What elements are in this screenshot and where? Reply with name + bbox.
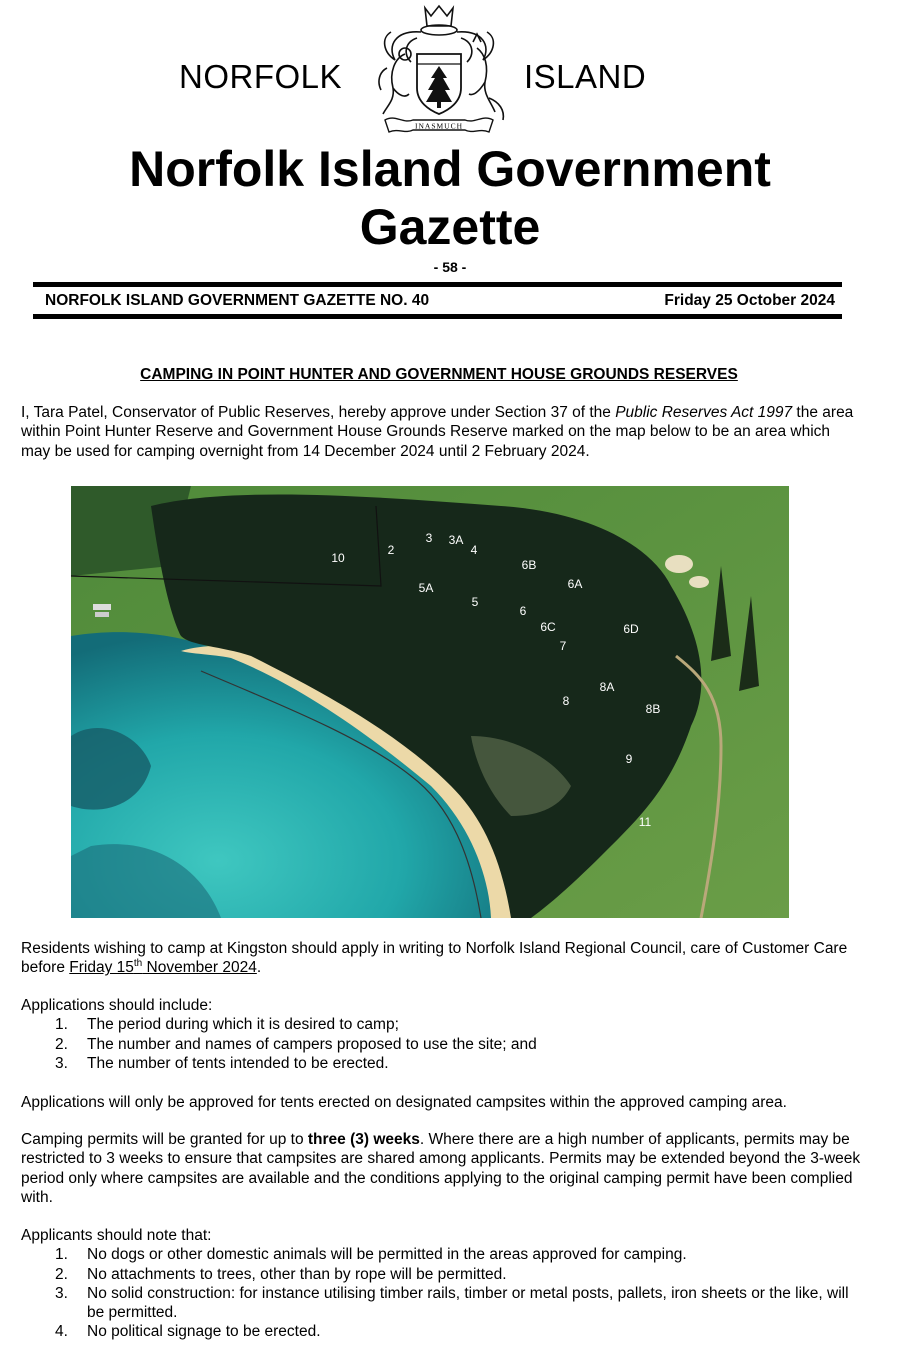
issue-number: NORFOLK ISLAND GOVERNMENT GAZETTE NO. 40 — [45, 292, 430, 309]
note-item-number: 1. — [55, 1246, 68, 1264]
campsite-map — [71, 486, 789, 918]
page-number: - 58 - — [433, 259, 467, 275]
include-section — [21, 996, 861, 1073]
note-item-text: No attachments to trees, other than by rope will be permitted. — [87, 1265, 507, 1283]
permits-paragraph — [21, 1130, 861, 1207]
campsite-label: 6 — [519, 604, 527, 618]
include-item-text: The period during which it is desired to camp; — [87, 1016, 399, 1034]
note-item — [21, 1265, 861, 1284]
note-list — [21, 1245, 861, 1341]
intro-text: I, Tara Patel, Conservator of Public Reserves, hereby approve under Section 37 of the — [21, 404, 616, 421]
include-item — [21, 1035, 861, 1054]
include-item-text: The number and names of campers proposed to use the site; and — [87, 1035, 537, 1053]
apply-paragraph: Residents wishing to camp at Kingston should apply in writing to Norfolk Island Regional Council, care of Customer Care before Friday 15th November 2024. — [21, 940, 848, 977]
note-item-text: No political signage to be erected. — [87, 1323, 321, 1341]
apply-text: Residents wishing to camp at Kingston should apply in writing to Norfolk Island Regional Council, care of Customer Care before — [21, 940, 848, 977]
title-line-1: Norfolk Island Government — [129, 141, 771, 197]
campsite-label: 5A — [418, 581, 434, 595]
note-item — [21, 1284, 861, 1323]
include-intro: Applications should include: — [21, 997, 213, 1014]
apply-deadline: Friday 15th November 2024 — [69, 958, 257, 977]
golf-bunker — [665, 555, 693, 573]
campsite-label: 11 — [638, 815, 652, 829]
include-item-number: 2. — [55, 1035, 68, 1053]
campsite-label: 3 — [425, 531, 433, 545]
campsite-label: 6C — [540, 620, 556, 634]
approved-paragraph: Applications will only be approved for tents erected on designated campsites within the approved camping area. — [21, 1094, 787, 1111]
motto-text: INASMUCH — [414, 121, 464, 131]
note-item-text: No dogs or other domestic animals will be permitted in the areas approved for camping. — [87, 1246, 687, 1264]
campsite-label: 8A — [599, 680, 615, 694]
note-item-number: 2. — [55, 1265, 68, 1283]
campsite-label: 3A — [448, 533, 464, 547]
permits-text: Camping permits will be granted for up to — [21, 1131, 308, 1148]
note-item — [21, 1245, 861, 1264]
campsite-label: 6D — [623, 622, 639, 636]
masthead-island: ISLAND — [524, 58, 647, 95]
issue-line — [45, 292, 835, 310]
campsite-label: 9 — [625, 752, 633, 766]
masthead-norfolk: NORFOLK — [179, 58, 343, 95]
gazette-title — [0, 140, 900, 256]
issue-date: Friday 25 October 2024 — [664, 292, 835, 309]
top-rule — [33, 282, 842, 287]
bottom-rule — [33, 314, 842, 319]
campsite-label: 7 — [559, 639, 567, 653]
campsite-label: 6B — [521, 558, 537, 572]
note-item-number: 3. — [55, 1284, 68, 1302]
permits-text-rest: . Where there are a high number of applicants, permits may be restricted to 3 weeks to ensure that campsites are shared among applicants. Permits may be extended beyond the 3-week period only where campsites are available and the conditions applying to the original camping permit have been complied with. — [21, 1131, 861, 1206]
include-item-text: The number of tents intended to be erected. — [87, 1054, 389, 1072]
intro-text-rest: the area within Point Hunter Reserve and Government House Grounds Reserve marked on the map below to be an area which may be used for camping overnight from 14 December 2024 until 2 February 2024. — [21, 404, 854, 460]
permit-duration: three (3) weeks — [307, 1131, 420, 1148]
coat-of-arms-icon — [365, 2, 513, 136]
campsite-label: 5 — [471, 595, 479, 609]
include-item — [21, 1054, 861, 1073]
act-name: Public Reserves Act 1997 — [615, 404, 793, 421]
note-intro: Applicants should note that: — [21, 1227, 212, 1244]
include-item-number: 1. — [55, 1016, 68, 1034]
campsite-label: 8B — [645, 702, 661, 716]
campsite-label: 8 — [562, 694, 570, 708]
note-item — [21, 1322, 861, 1341]
notice-heading: CAMPING IN POINT HUNTER AND GOVERNMENT HOUSE GROUNDS RESERVES — [140, 366, 738, 383]
campsite-label: 6A — [567, 577, 583, 591]
note-item-text: No solid construction: for instance utilising timber rails, timber or metal posts, pallets, iron sheets or the like, will be permitted. — [87, 1284, 849, 1322]
note-item-number: 4. — [55, 1323, 68, 1341]
campsite-label: 4 — [470, 543, 478, 557]
campsite-label: 10 — [331, 551, 345, 565]
note-section — [21, 1226, 861, 1342]
intro-paragraph — [21, 403, 861, 461]
include-item — [21, 1015, 861, 1034]
campsite-label: 2 — [387, 543, 395, 557]
include-list — [21, 1015, 861, 1073]
include-item-number: 3. — [55, 1054, 68, 1072]
title-line-2: Gazette — [359, 199, 541, 255]
